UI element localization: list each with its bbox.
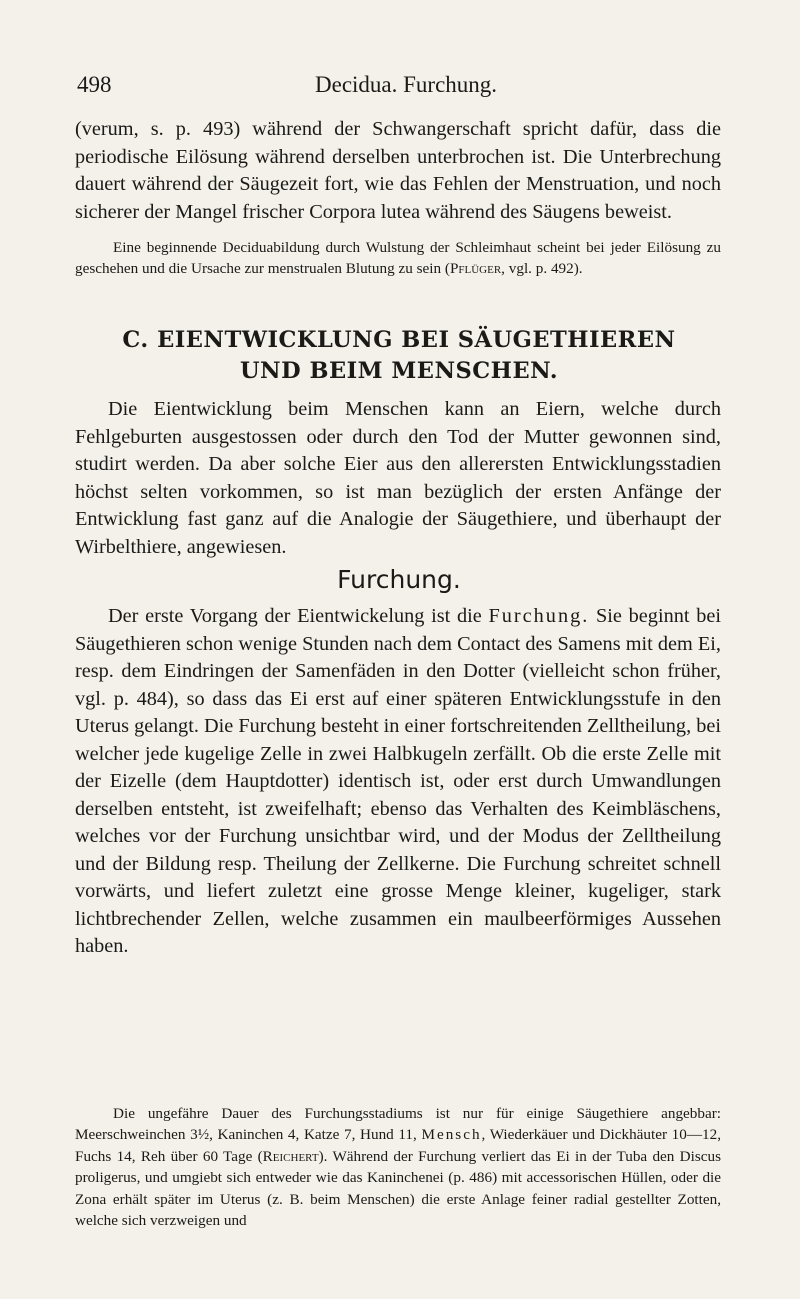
paragraph-intro: Die Eientwicklung beim Menschen kann an Eiern, welche durch Fehlgeburten ausgestossen oder durch den Tod der Mutter gewonnen sind, studirt werden. Da aber solche Eier aus den allerersten Entwicklungsstadien höchst selten vorkommen, so ist man bezüglich der ersten Anfänge der Entwicklung fast ganz auf die Analogie der Säugethiere, und überhaupt der Wirbelthiere, angewiesen. — [75, 398, 721, 558]
subsection-heading: Furchung. — [337, 565, 461, 594]
page-number: 498 — [77, 72, 112, 97]
author-name: Pflüger — [449, 260, 502, 278]
running-title: Decidua. Furchung. — [315, 72, 498, 97]
paragraph-furchung: Der erste Vorgang der Eientwickelung ist die Furchung. Sie beginnt bei Säugethieren schon wenige Stunden nach dem Contact des Samens mit dem Ei, resp. dem Eindringen der Samenfäden in den Dotter (vielleicht schon früher, vgl. p. 484), so dass das Ei erst auf einer späteren Entwicklungsstufe in den Uterus gelangt. Die Furchung besteht in einer fortschreitenden Zelltheilung, bei welcher jede kugelige Zelle in zwei Halbkugeln zerfällt. Ob die erste Zelle mit der Eizelle (dem Hauptdotter) identisch ist, oder erst durch Umwandlungen derselben entsteht, ist zweifelhaft; ebenso das Verhalten des Keimbläschens, welches vor der Furchung unsichtbar wird, und der Modus der Zelltheilung und der Bildung resp. Theilung der Zellkerne. Die Furchung schreitet schnell vorwärts, und liefert zuletzt eine grosse Menge kleiner, kugeliger, stark lichtbrechender Zellen, welche zusammen ein maulbeerförmiges Aussehen haben. — [75, 605, 721, 957]
footnote-decidua: Eine beginnende Deciduabildung durch Wulstung der Schleimhaut scheint bei jeder Eilösung zu geschehen und die Ursache zur menstrualen Blutung zu sein (Pflüger, vgl. p. 492). — [75, 239, 721, 278]
section-heading: C. EIENTWICKLUNG BEI SÄUGETHIEREN UND BEIM MENSCHEN. — [122, 327, 676, 384]
page-header — [75, 72, 723, 102]
paragraph-continuation: (verum, s. p. 493) während der Schwangerschaft spricht dafür, dass die periodische Eilösung während derselben unterbrochen ist. Die Unterbrechung dauert während der Säugezeit fort, wie das Fehlen der Menstruation, und noch sicherer der Mangel frischer Corpora lutea während des Säugens beweist. — [75, 118, 721, 223]
emphasized-term: Furchung. — [488, 605, 590, 627]
footnote-furchung-duration: Die ungefähre Dauer des Furchungsstadiums ist nur für einige Säugethiere angebbar: Meerschweinchen 3½, Kaninchen 4, Katze 7, Hund 11, Mensch, Wiederkäuer und Dickhäuter 10—12, Fuchs 14, Reh über 60 Tage (Reichert). Während der Furchung verliert das Ei in der Tuba den Discus proligerus, und umgiebt sich entweder wie das Kaninchenei (p. 486) mit accessorischen Hüllen, oder die Zona erhält später im Uterus (z. B. beim Menschen) die erste Anlage feiner radial gestellter Zotten, welche sich verzweigen und — [75, 1105, 721, 1230]
author-name: Reichert — [262, 1147, 319, 1165]
